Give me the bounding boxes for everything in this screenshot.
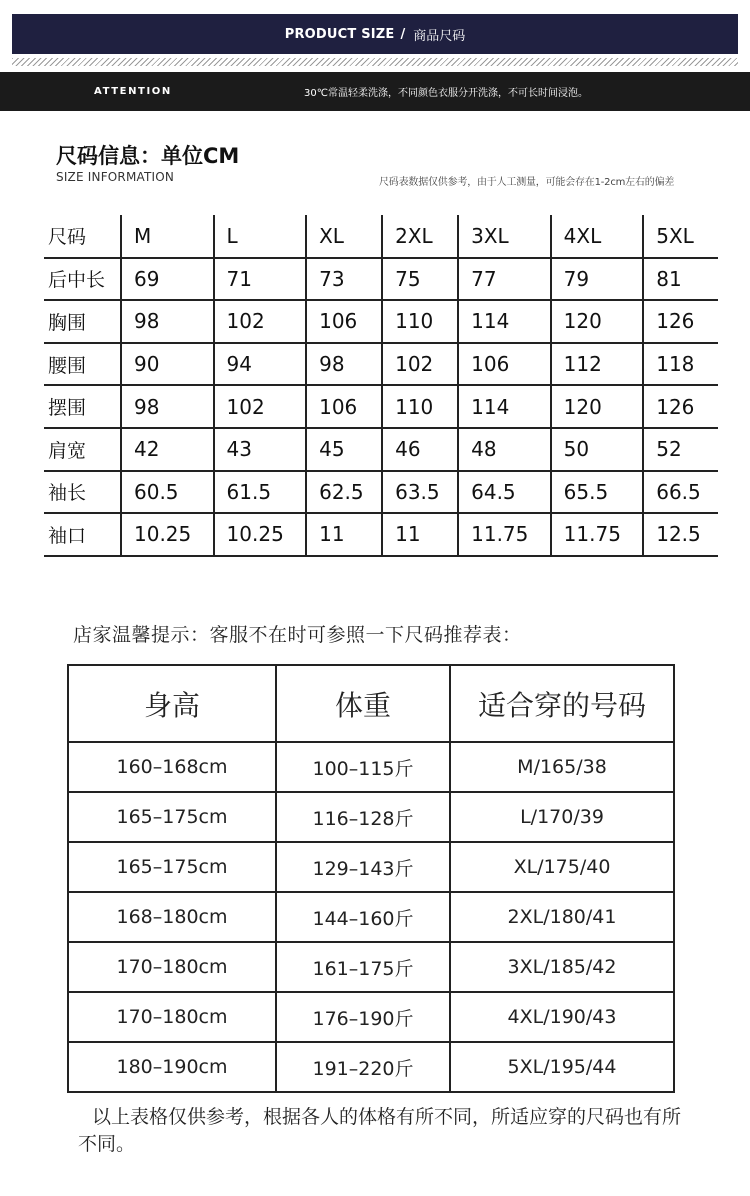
height-cell: 170–180cm [68,992,276,1042]
weight-cell: 176–190斤 [276,992,450,1042]
table-cell: 48 [458,428,551,471]
size-header-cell: 3XL [458,215,551,258]
weight-cell: 144–160斤 [276,892,450,942]
recommended-size-cell: 2XL/180/41 [450,892,674,942]
size-table-header-row [44,215,718,258]
table-cell: 114 [458,385,551,428]
size-info-title: 尺码信息：单位CM [56,144,240,168]
table-cell: 120 [551,385,644,428]
table-cell: 94 [214,343,307,386]
table-cell: 61.5 [214,471,307,514]
table-cell: 65.5 [551,471,644,514]
recommended-size-cell: 4XL/190/43 [450,992,674,1042]
attention-bar [0,72,750,111]
recommended-size-cell: L/170/39 [450,792,674,842]
table-cell: 45 [306,428,382,471]
table-cell: 81 [643,258,718,301]
washing-note: 30℃常温轻柔洗涤，不同颜色衣服分开洗涤，不可长时间浸泡。 [304,88,588,99]
table-cell: 118 [643,343,718,386]
table-cell: 63.5 [382,471,458,514]
table-cell: 102 [214,385,307,428]
table-cell: 52 [643,428,718,471]
recommended-size-cell: XL/175/40 [450,842,674,892]
shop-tip: 店家温馨提示：客服不在时可参照一下尺码推荐表： [73,624,522,646]
table-row [68,892,674,942]
size-table [44,215,718,557]
table-cell: 11 [382,513,458,556]
table-cell: 46 [382,428,458,471]
table-cell: 10.25 [121,513,214,556]
table-cell: 110 [382,300,458,343]
hatch-divider [12,58,738,66]
table-cell: 12.5 [643,513,718,556]
table-row [44,385,718,428]
size-info-subtitle: SIZE INFORMATION [56,170,175,184]
table-cell: 10.25 [214,513,307,556]
table-cell: 42 [121,428,214,471]
measurement-disclaimer: 尺码表数据仅供参考，由于人工测量，可能会存在1-2cm左右的偏差 [379,177,675,188]
height-cell: 165–175cm [68,792,276,842]
table-cell: 43 [214,428,307,471]
product-size-banner [12,14,738,54]
row-label: 胸围 [44,300,121,343]
weight-cell: 129–143斤 [276,842,450,892]
table-cell: 102 [214,300,307,343]
weight-cell: 116–128斤 [276,792,450,842]
table-cell: 69 [121,258,214,301]
table-cell: 11.75 [458,513,551,556]
table-row [68,1042,674,1092]
table-row [68,842,674,892]
row-label: 后中长 [44,258,121,301]
table-cell: 79 [551,258,644,301]
table-cell: 110 [382,385,458,428]
table-cell: 98 [306,343,382,386]
banner-title-en: PRODUCT SIZE [284,26,395,42]
table-row [68,742,674,792]
row-label: 袖口 [44,513,121,556]
table-cell: 62.5 [306,471,382,514]
table-row [44,258,718,301]
table-row [44,343,718,386]
recommended-size-cell: 3XL/185/42 [450,942,674,992]
table-cell: 120 [551,300,644,343]
recommended-size-cell: M/165/38 [450,742,674,792]
row-label: 肩宽 [44,428,121,471]
table-cell: 98 [121,385,214,428]
table-cell: 11 [306,513,382,556]
table-cell: 75 [382,258,458,301]
size-header-cell: 2XL [382,215,458,258]
height-cell: 165–175cm [68,842,276,892]
height-cell: 168–180cm [68,892,276,942]
size-header-cell: 5XL [643,215,718,258]
weight-cell: 100–115斤 [276,742,450,792]
table-cell: 102 [382,343,458,386]
table-cell: 98 [121,300,214,343]
table-cell: 126 [643,300,718,343]
size-header-cell: L [214,215,307,258]
table-cell: 106 [306,300,382,343]
table-cell: 11.75 [551,513,644,556]
table-cell: 64.5 [458,471,551,514]
banner-title-zh: 商品尺码 [413,28,466,44]
attention-label: ATTENTION [94,86,172,97]
table-cell: 112 [551,343,644,386]
table-cell: 126 [643,385,718,428]
table-cell: 77 [458,258,551,301]
table-row [44,471,718,514]
table-row [68,792,674,842]
weight-cell: 191–220斤 [276,1042,450,1092]
row-label: 腰围 [44,343,121,386]
table-cell: 114 [458,300,551,343]
recommend-header-row [68,665,674,742]
table-row [44,428,718,471]
table-cell: 66.5 [643,471,718,514]
table-cell: 71 [214,258,307,301]
table-cell: 60.5 [121,471,214,514]
size-recommendation-table [67,664,675,1093]
height-cell: 180–190cm [68,1042,276,1092]
size-header-cell: XL [306,215,382,258]
table-row [44,300,718,343]
height-cell: 160–168cm [68,742,276,792]
footer-note: 以上表格仅供参考，根据各人的体格有所不同，所适应穿的尺码也有所不同。 [78,1106,682,1155]
table-cell: 106 [458,343,551,386]
header-recommended-size: 适合穿的号码 [450,665,674,742]
weight-cell: 161–175斤 [276,942,450,992]
banner-slash: / [400,26,406,42]
table-row [44,513,718,556]
table-cell: 90 [121,343,214,386]
size-header-cell: 尺码 [44,215,121,258]
row-label: 袖长 [44,471,121,514]
header-height: 身高 [68,665,276,742]
table-cell: 106 [306,385,382,428]
size-header-cell: M [121,215,214,258]
table-row [68,942,674,992]
row-label: 摆围 [44,385,121,428]
table-row [68,992,674,1042]
table-cell: 73 [306,258,382,301]
table-cell: 50 [551,428,644,471]
height-cell: 170–180cm [68,942,276,992]
size-header-cell: 4XL [551,215,644,258]
recommended-size-cell: 5XL/195/44 [450,1042,674,1092]
header-weight: 体重 [276,665,450,742]
